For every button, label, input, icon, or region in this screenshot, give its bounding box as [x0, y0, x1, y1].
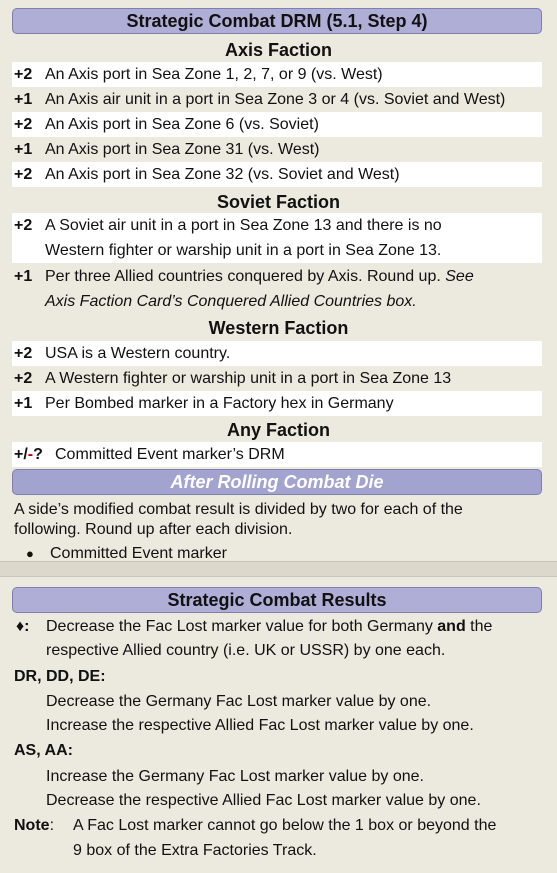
row-text-line1: A Soviet air unit in a port in Sea Zone 13 and there is no [45, 217, 442, 234]
row-text: A Western fighter or warship unit in a port in Sea Zone 13 [45, 370, 452, 387]
western-heading: Western Faction [208, 318, 349, 338]
bullet-text: Committed Event marker [50, 545, 227, 562]
modifier-minus: - [27, 446, 34, 463]
bullet-icon: ● [26, 546, 34, 561]
row-text-line2: Axis Faction Card’s Conquered Allied Countries box. [45, 293, 417, 310]
modifier: +1 [14, 395, 33, 412]
modifier: +2 [14, 345, 33, 362]
modifier [14, 442, 43, 467]
modifier: +2 [14, 116, 33, 133]
modifier: +2 [14, 166, 33, 183]
axis-heading: Axis Faction [224, 40, 333, 60]
western-row [12, 391, 542, 416]
note-line1: A Fac Lost marker cannot go below the 1 box or beyond the [73, 817, 497, 834]
bold-text: and [437, 618, 466, 635]
row-text: USA is a Western country. [45, 345, 231, 362]
axis-row [12, 162, 542, 187]
modifier: +1 [14, 268, 33, 285]
any-row [12, 442, 542, 467]
plain-text: Decrease the Fac Lost marker value for both Germany [46, 618, 438, 635]
soviet-row [12, 213, 542, 263]
strategic-combat-results-panel [0, 576, 557, 873]
drm-title: Strategic Combat DRM (5.1, Step 4) [12, 8, 542, 34]
soviet-row [12, 264, 542, 314]
after-line2: following. Round up after each division. [14, 521, 293, 538]
dr-line2: Increase the respective Allied Fac Lost marker value by one. [46, 717, 474, 734]
row-text: An Axis port in Sea Zone 1, 2, 7, or 9 (vs. West) [45, 66, 383, 83]
dr-line1: Decrease the Germany Fac Lost marker value by one. [46, 693, 432, 710]
diamond-icon: ♦: [16, 618, 30, 635]
row-text: An Axis air unit in a port in Sea Zone 3 or 4 (vs. Soviet and West) [45, 91, 506, 108]
axis-row [12, 87, 542, 112]
results-title: Strategic Combat Results [12, 587, 542, 613]
axis-row [12, 137, 542, 162]
note-line2: 9 box of the Extra Factories Track. [73, 842, 317, 859]
western-row [12, 366, 542, 391]
after-rolling-title: After Rolling Combat Die [12, 469, 542, 495]
axis-row [12, 62, 542, 87]
as-line2: Decrease the respective Allied Fac Lost marker value by one. [46, 792, 481, 809]
western-row [12, 341, 542, 366]
row-text: An Axis port in Sea Zone 32 (vs. Soviet and West) [45, 166, 400, 183]
modifier-question: ? [33, 446, 43, 463]
dr-label: DR, DD, DE: [14, 668, 106, 685]
soviet-heading: Soviet Faction [216, 192, 341, 212]
modifier-plus: +/ [14, 446, 28, 463]
panel-divider [0, 562, 557, 576]
modifier: +2 [14, 217, 33, 234]
note-colon: : [49, 817, 55, 834]
plain-text: Per three Allied countries conquered by Axis. Round up. [45, 268, 446, 285]
modifier: +2 [14, 66, 33, 83]
diamond-line2: respective Allied country (i.e. UK or USSR) by one each. [46, 642, 446, 659]
row-text: An Axis port in Sea Zone 6 (vs. Soviet) [45, 116, 319, 133]
row-text-line2: Western fighter or warship unit in a port in Sea Zone 13. [45, 242, 442, 259]
modifier: +1 [14, 91, 33, 108]
axis-row [12, 112, 542, 137]
note-label [14, 813, 54, 838]
as-label: AS, AA: [14, 742, 73, 759]
modifier: +1 [14, 141, 33, 158]
row-text-line1 [45, 264, 474, 289]
diamond-line1 [46, 614, 492, 639]
note-word: Note [14, 817, 50, 834]
after-line1: A side’s modified combat result is divided by two for each of the [14, 501, 463, 518]
italic-text: See [445, 268, 474, 285]
modifier: +2 [14, 370, 33, 387]
row-text: An Axis port in Sea Zone 31 (vs. West) [45, 141, 320, 158]
as-line1: Increase the Germany Fac Lost marker value by one. [46, 768, 424, 785]
any-heading: Any Faction [226, 420, 330, 440]
row-text: Per Bombed marker in a Factory hex in Germany [45, 395, 394, 412]
plain-text: the [465, 618, 493, 635]
row-text: Committed Event marker’s DRM [55, 446, 285, 463]
